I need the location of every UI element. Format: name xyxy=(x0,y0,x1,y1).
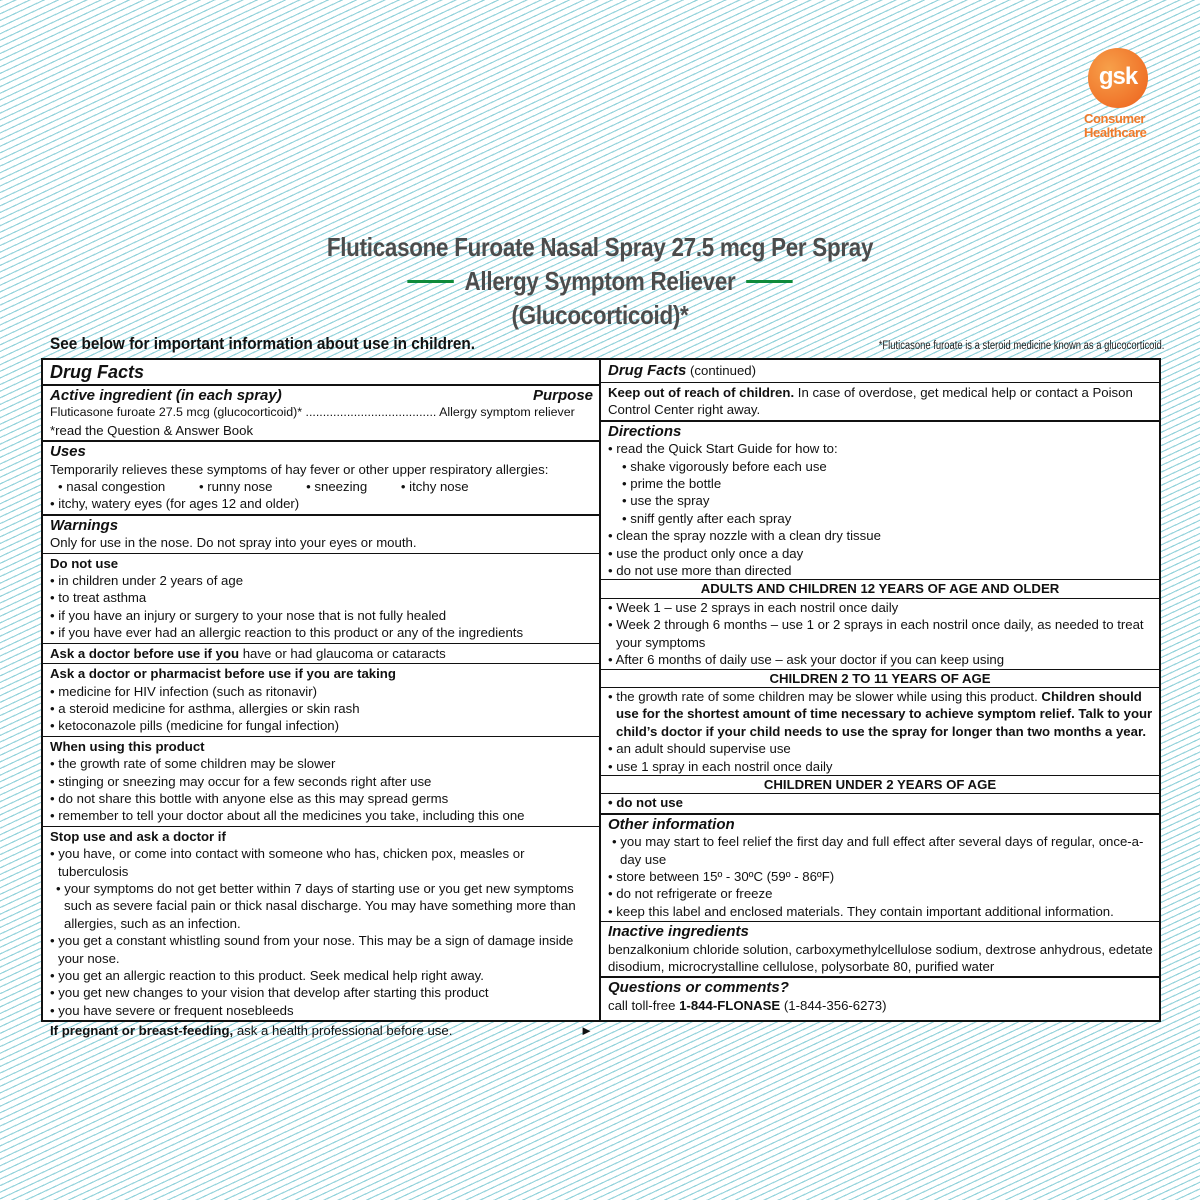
logo-line-2: Healthcare xyxy=(1084,125,1147,140)
title-line-3: (Glucocorticoid)* xyxy=(511,300,689,330)
uses-item-eyes: • itchy, watery eyes (for ages 12 and older) xyxy=(50,495,593,512)
product-title xyxy=(0,230,1200,332)
uses-item: • runny nose xyxy=(191,479,273,494)
do-not-use-section xyxy=(43,554,599,644)
qa-note: *read the Question & Answer Book xyxy=(50,422,254,438)
ask-pharmacist-section xyxy=(43,664,599,737)
ask-pharmacist-header: Ask a doctor or pharmacist before use if you are taking xyxy=(50,666,396,682)
phone-number: 1-844-FLONASE xyxy=(679,997,781,1013)
uses-item: • itchy nose xyxy=(393,479,469,494)
continued-label: (continued) xyxy=(686,363,756,378)
questions-section xyxy=(601,978,1159,1015)
list-item: • use 1 spray in each nostril once daily xyxy=(608,758,1153,775)
list-item: • keep this label and enclosed materials. They contain important additional information. xyxy=(608,903,1153,920)
directions-section xyxy=(601,422,1159,814)
inactive-ingredients-section xyxy=(601,922,1159,978)
directions-header: Directions xyxy=(608,422,682,440)
uses-items xyxy=(50,478,593,495)
stop-use-section xyxy=(43,827,599,1021)
list-item: • use the spray xyxy=(608,492,1153,509)
active-ingredient-line: Fluticasone furoate 27.5 mcg (glucocorticoid)* ...................................... Allergy symptom reliever xyxy=(50,405,575,420)
list-item: • read the Quick Start Guide for how to: xyxy=(608,440,1153,457)
list-item: • do not share this bottle with anyone else as this may spread germs xyxy=(50,790,593,807)
purpose-header: Purpose xyxy=(532,387,593,404)
ask-doctor-bold: Ask a doctor before use if you xyxy=(50,645,240,661)
list-item: • store between 15º - 30ºC (59º - 86ºF) xyxy=(608,868,1153,885)
keep-out-rest: In case of overdose, get medical help or contact a Poison Control Center right away. xyxy=(608,385,1133,418)
steroid-footnote: *Fluticasone furoate is a steroid medicine known as a glucocorticoid. xyxy=(878,340,1164,352)
uses-header: Uses xyxy=(50,443,86,461)
list-item: • stinging or sneezing may occur for a few seconds right after use xyxy=(50,773,593,790)
list-item: • the growth rate of some children may be slower xyxy=(50,755,593,772)
list-item: • Week 1 – use 2 sprays in each nostril once daily xyxy=(608,599,1153,616)
green-rule-right xyxy=(746,280,792,283)
list-item: • in children under 2 years of age xyxy=(50,572,593,589)
list-item: • ketoconazole pills (medicine for fungal infection) xyxy=(50,717,593,734)
when-using-header: When using this product xyxy=(50,738,205,754)
list-item: • a steroid medicine for asthma, allergies or skin rash xyxy=(50,700,593,717)
list-item: • you get an allergic reaction to this product. Seek medical help right away. xyxy=(50,967,593,984)
gsk-logo xyxy=(1084,48,1164,148)
do-not-use-header: Do not use xyxy=(50,555,119,571)
keep-out-section xyxy=(601,383,1159,422)
inactive-ingredients-text: benzalkonium chloride solution, carboxymethylcellulose sodium, dextrose anhydrous, edetate disodium, microcrystalline cellulose, polysorbate 80, purified water xyxy=(608,941,1153,974)
drug-facts-header xyxy=(43,360,599,386)
under-2-header: CHILDREN UNDER 2 YEARS OF AGE xyxy=(601,775,1159,794)
warnings-header: Warnings xyxy=(50,516,119,534)
keep-out-bold: Keep out of reach of children. xyxy=(608,385,795,400)
list-item: • clean the spray nozzle with a clean dry tissue xyxy=(608,527,1153,544)
ask-doctor-section xyxy=(43,644,599,664)
list-item: • Week 2 through 6 months – use 1 or 2 sprays in each nostril once daily, as needed to treat your symptoms xyxy=(608,616,1153,651)
pregnancy-section xyxy=(43,1021,599,1040)
list-item: • you get new changes to your vision that develop after starting this product xyxy=(50,984,593,1001)
drug-facts-continued-header xyxy=(601,360,1159,383)
title-line-2: Allergy Symptom Reliever xyxy=(464,266,736,296)
list-item: • you may start to feel relief the first day and full effect after several days of regular, once-a-day use xyxy=(608,833,1153,868)
list-item: • you have severe or frequent nosebleeds xyxy=(50,1002,593,1019)
list-item: • you get a constant whistling sound from your nose. This may be a sign of damage inside your nose. xyxy=(50,932,593,967)
green-rule-left xyxy=(408,280,454,283)
uses-item: • nasal congestion xyxy=(50,479,165,494)
children-growth-bold: Children should use for the shortest amount of time necessary to achieve symptom relief. Talk to your child’s doctor if your child needs to use the spray for longer than two months a year. xyxy=(616,688,1153,739)
list-item: • do not use more than directed xyxy=(608,562,1153,579)
other-information-section xyxy=(601,814,1159,922)
list-item: • medicine for HIV infection (such as ritonavir) xyxy=(50,683,593,700)
uses-section xyxy=(43,442,599,516)
pregnancy-bold: If pregnant or breast-feeding, xyxy=(50,1023,234,1039)
list-item: • remember to tell your doctor about all the medicines you take, including this one xyxy=(50,807,593,824)
list-item: • if you have ever had an allergic reaction to this product or any of the ingredients xyxy=(50,624,593,641)
uses-item: • sneezing xyxy=(298,479,367,494)
questions-post: (1-844-356-6273) xyxy=(780,997,887,1013)
inactive-ingredients-header: Inactive ingredients xyxy=(608,923,749,941)
children-growth-item xyxy=(608,688,1153,740)
pregnancy-rest: ask a health professional before use. xyxy=(233,1023,453,1039)
list-item: • After 6 months of daily use – ask your doctor if you can keep using xyxy=(608,651,1153,668)
list-item: • prime the bottle xyxy=(608,475,1153,492)
other-information-header: Other information xyxy=(608,815,735,833)
gsk-logo-mark: gsk xyxy=(1088,48,1148,108)
warnings-intro: Only for use in the nose. Do not spray into your eyes or mouth. xyxy=(50,535,417,551)
questions-pre: call toll-free xyxy=(608,997,680,1013)
logo-line-1: Consumer xyxy=(1084,111,1146,126)
ask-doctor-rest: have or had glaucoma or cataracts xyxy=(239,645,446,661)
children-growth-plain: the growth rate of some children may be slower while using this product. xyxy=(616,688,1042,704)
title-line-2-wrap xyxy=(84,264,1116,298)
adults-header: ADULTS AND CHILDREN 12 YEARS OF AGE AND OLDER xyxy=(601,579,1159,598)
active-ingredient-header: Active ingredient (in each spray) xyxy=(50,387,282,404)
list-item: • sniff gently after each spray xyxy=(608,510,1153,527)
list-item: • shake vigorously before each use xyxy=(608,458,1153,475)
under-2-item: • do not use xyxy=(608,794,1153,811)
title-line-1: Fluticasone Furoate Nasal Spray 27.5 mcg Per Spray xyxy=(326,232,874,262)
list-item: • your symptoms do not get better within 7 days of starting use or you get new symptoms such as severe facial pain or thick nasal discharge. You may have something more than allergies, such as an infection. xyxy=(50,880,593,932)
list-item: • use the product only once a day xyxy=(608,545,1153,562)
warnings-section xyxy=(43,516,599,554)
drug-facts-panel xyxy=(41,358,1161,1039)
when-using-section xyxy=(43,737,599,827)
list-item: • do not refrigerate or freeze xyxy=(608,885,1153,902)
children-header: CHILDREN 2 TO 11 YEARS OF AGE xyxy=(601,669,1159,688)
drug-facts-title: Drug Facts xyxy=(50,362,145,382)
continue-arrow-icon: ► xyxy=(579,1023,593,1039)
list-item: • an adult should supervise use xyxy=(608,740,1153,757)
right-column xyxy=(601,360,1159,1020)
active-ingredient-section xyxy=(43,386,599,442)
children-note: See below for important information about use in children. xyxy=(50,334,476,353)
list-item: • you have, or come into contact with someone who has, chicken pox, measles or tuberculosis xyxy=(50,845,593,880)
uses-intro: Temporarily relieves these symptoms of hay fever or other upper respiratory allergies: xyxy=(50,461,549,477)
stop-use-header: Stop use and ask a doctor if xyxy=(50,828,226,844)
left-column xyxy=(43,360,601,1039)
drug-facts-title-right: Drug Facts xyxy=(608,362,687,379)
list-item: • if you have an injury or surgery to your nose that is not fully healed xyxy=(50,607,593,624)
questions-header: Questions or comments? xyxy=(608,979,789,997)
questions-line xyxy=(608,997,1153,1014)
list-item: • to treat asthma xyxy=(50,589,593,606)
